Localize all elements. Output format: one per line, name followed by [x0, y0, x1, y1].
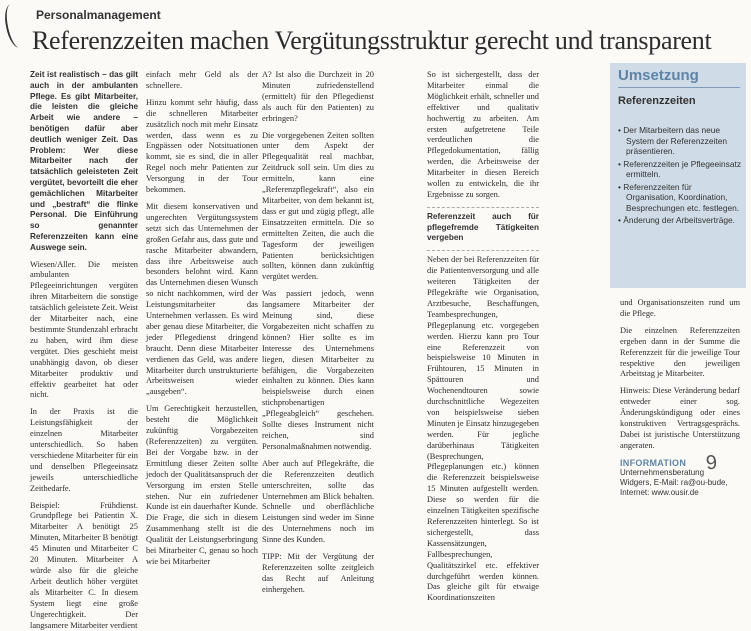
box-subtitle: Referenzzeiten	[618, 95, 696, 107]
body-paragraph: einfach mehr Geld als der schnellere.	[146, 70, 258, 90]
information-heading: INFORMATION	[620, 457, 687, 468]
umsetzung-sidebar-box	[610, 63, 746, 288]
box-list-item: • Änderung der Arbeitsverträge.	[618, 215, 735, 225]
body-paragraph: Neben der bei Referenzzeiten für die Patientenversorgung und alle weiteren Tätigkeiten der Pflegekräfte wie Organisation, Arztbesuche, Beschaffungen, Teambesprechungen, Pflegeplanung etc. vorgegeben werden. Hierzu kann pro Tour eine Referenzzeit von beispielsweise 10 Minuten in Frühtouren, 15 Minuten in Spättouren und Wochenendtouren sowie durchschnittliche Wegezeiten von beispielsweise sieben Minuten je Einsatz hinzugegeben werden. Für jegliche darüberhinaus Tätigkeiten (Besprechungen, Pflegeplanungen etc.) können die Referenzzeit beispielsweise 15 Minuten aufgestellt werden. Diese so werden für die einzelnen Tätigkeiten spezifische Referenzzeiten hinterlegt. So ist sichergestellt, dass Kassensätzungen, Fallbesprechungen, Qualitätszirkel etc. effektiver durchgeführt werden können. Das gleiche gilt für etwaige Koordinationszeiten	[427, 255, 539, 603]
column-5	[620, 298, 740, 543]
body-paragraph: Aber auch auf Pflegekräfte, die die Referenzzeiten deutlich unterschreiten, sollte das Unternehmen am Blick behalten. Schnelle und oberflächliche Leistungen sind weder im Sinne des Unternehmens noch im Sinne des Kunden.	[262, 458, 374, 545]
divider	[427, 207, 539, 208]
body-paragraph: In der Praxis ist die Leistungsfähigkeit der einzelnen Mitarbeiter unterschiedlich. So haben verschiedene Mitarbeiter für ein und denselben Pflegeeinsatz jeweils unterschiedliche Zeitbedarfe.	[30, 407, 138, 493]
body-paragraph: Hinzu kommt sehr häufig, dass die schnelleren Mitarbeiter zusätzlich noch mit mehr Einsatz werden, dass wenn es zu Engpässen oder Notsituationen kommt, sie es sind, die in aller Regel noch mehr Patienten zur Versorgung in der Tour bekommen.	[146, 97, 258, 195]
column-1	[30, 70, 139, 630]
box-title: Umsetzung	[618, 67, 699, 84]
divider	[427, 250, 539, 251]
box-rule	[618, 87, 740, 88]
body-paragraph: A? Ist also die Durchzeit in 20 Minuten zufriedenstellend (ermittelt) für den Pflegedienst als auch für den Patienten) zu erbringen?	[262, 70, 374, 123]
body-paragraph: Was passiert jedoch, wenn langsamere Mitarbeiter der Meinung sind, diese Vorgabezeiten nicht schaffen zu können? Hier sollte es im Interesse des Unternehmens liegen, diesen Mitarbeiter zu befähigen, die Vorgabezeiten einhalten zu können. Dies kann beispielsweise durch einen stichprobenartigen „Pflegeabgleich“ geschehen. Sollte dieses Instrument nicht reichen, sind Personalmaßnahmen notwendig.	[262, 289, 374, 451]
information-line: Internet: www.ousir.de	[620, 488, 699, 498]
body-paragraph: Um Gerechtigkeit herzustellen, besteht die Möglichkeit zukünftig Vorgabezeiten (Referenzzeiten) zu vergüten. Bei der Vorgabe bzw. in der Ermittlung dieser Zeiten sollte jedoch der Qualitätsanspruch der Versorgung im ersten Stelle stehen. Nur ein zufriedener Kunde ist ein dauerhafter Kunde. Die Frage, die sich in diesem Zusammenhang stellt ist die Qualität der Leistungserbringung bei Mitarbeiter C, genau so hoch wie bei Mitarbeiter	[146, 404, 258, 566]
column-4	[427, 70, 539, 603]
tip-paragraph: TIPP: Mit der Vergütung der Referenzzeiten sollte zeitgleich das Recht auf Anleitung einhergehen.	[262, 552, 374, 594]
column-2	[146, 70, 258, 566]
column-3	[262, 70, 374, 594]
information-line: Unternehmensberatung	[620, 467, 705, 477]
body-paragraph: So ist sichergestellt, dass der Mitarbeiter einmal die Möglichkeit erhält, schneller und effektiver und qualitativ hochwertig zu arbeiten. Am ersten aufgetretene Teile verdeutlichen die Pflegedokumentation, fällig werden, die Arbeitsweise der Mitarbeiter in diesen Bereich wollen zu entwickeln, die ihr Ergebnisse zu sorgen.	[427, 70, 539, 199]
information-block	[620, 458, 740, 499]
margin-scribble	[2, 3, 29, 50]
body-paragraph: Mit diesem konservativen und ungerechten Vergütungssystem setzt sich das Unternehmen der großen Gefahr aus, dass gute und rasche Mitarbeiter abwandern, dass ihre Arbeitsweise auch besonders belohnt wird. Kann das Unternehmen diesen Wunsch so nicht nachkommen, wird der Leistungsmitarbeiter das Unternehmen verlassen. Es wird aber genau diese Mitarbeiter, die jeder Pflegedienst dringend braucht. Denn diese Mitarbeiter verdienen das Geld, was andere Mitarbeiter durch unstrukturierte Arbeitsweisen wieder „ausgeben“.	[146, 201, 258, 397]
body-paragraph: Wiesen/Aller. Die meisten ambulanten Pflegeeinrichtungen vergüten ihren Mitarbeitern die sonstige tatsächlich geleistete Zeit. Weist der Mitarbeiter nach, eine bestimmte Stundenzahl erbracht zu haben, wird ihm diese vergütet. Dies geschieht meist unabhängig davon, ob dieser Mitarbeiter produktiv und effektiv gearbeitet hat oder nicht.	[30, 259, 139, 400]
box-list-item: • Der Mitarbeitern das neue System der Referenzzeiten präsentieren.	[618, 125, 728, 156]
body-paragraph: und Organisationszeiten rund um die Pflege.	[620, 298, 740, 318]
section-label: Personalmanagement	[36, 8, 161, 22]
subheading: Referenzzeit auch für pflegefremde Tätigkeiten vergeben	[427, 211, 539, 243]
information-line: Widgers, E-Mail: ra@ou-bude,	[620, 478, 728, 488]
lead-paragraph: Zeit ist realistisch – das gilt auch in der ambulanten Pflege. Es gibt Mitarbeiter, die leisten die gleiche Arbeit wie andere – benötigen dafür aber deutlich weniger Zeit. Das Problem: Wer diese Mitarbeiter nach der tatsächlich geleisteten Zeit vergütet, bevorteilt die eher gemächlichen Mitarbeiter und „bestraft“ die flinke Personal. Die Einführung so genannter Referenzzeiten kann eine Auswege sein.	[30, 70, 138, 252]
box-list	[618, 125, 742, 228]
body-paragraph: Die vorgegebenen Zeiten sollten unter dem Aspekt der Pflegequalität real machbar, Zeitdruck soll sein. Um dies zu ermitteln, kann eine „Referenzpflegekraft“, also ein Mitarbeiter, von dem bekannt ist, dass er gut und zügig pflegt, alle Einsatzzeiten ermitteln. Die so ermittelten Zeiten, die auch die Tagesform der jeweiligen Patienten berücksichtigen sollten, können dann zukünftig vergütet werden.	[262, 130, 374, 282]
body-paragraph: Beispiel: Frühdienst. Grundpflege bei Patientin X. Mitarbeiter A benötigt 25 Minuten, Mitarbeiter B benötigt 45 Minuten und Mitarbeiter C 20 Minuten. Mitarbeiter A würde also für die gleiche Arbeit deutlich höher vergütet als Mitarbeiter C. In diesem System liegt eine große Ungerechtigkeit. Der langsamere Mitarbeiter verdient	[30, 500, 138, 630]
page-number: 9	[704, 451, 719, 475]
article-title: Referenzzeiten machen Vergütungsstruktur gerecht und transparent	[32, 26, 712, 55]
box-list-item: • Referenzzeiten je Pflegeeinsatz ermitteln.	[618, 158, 742, 179]
body-paragraph: Hinweis: Diese Veränderung bedarf entweder einer sog. Änderungskündigung oder eines konstruktiven Vertragsgesprächs. Dabei ist juristische Unterstützung angeraten.	[620, 386, 740, 450]
body-paragraph: Die einzelnen Referenzzeiten ergeben dann in der Summe die Referenzzeit für die jeweilige Tour respektive den jeweiligen Arbeitstag je Mitarbeiter.	[620, 325, 740, 379]
box-list-item: • Referenzzeiten für Organisation, Koordination, Besprechungen etc. festlegen.	[618, 181, 740, 213]
